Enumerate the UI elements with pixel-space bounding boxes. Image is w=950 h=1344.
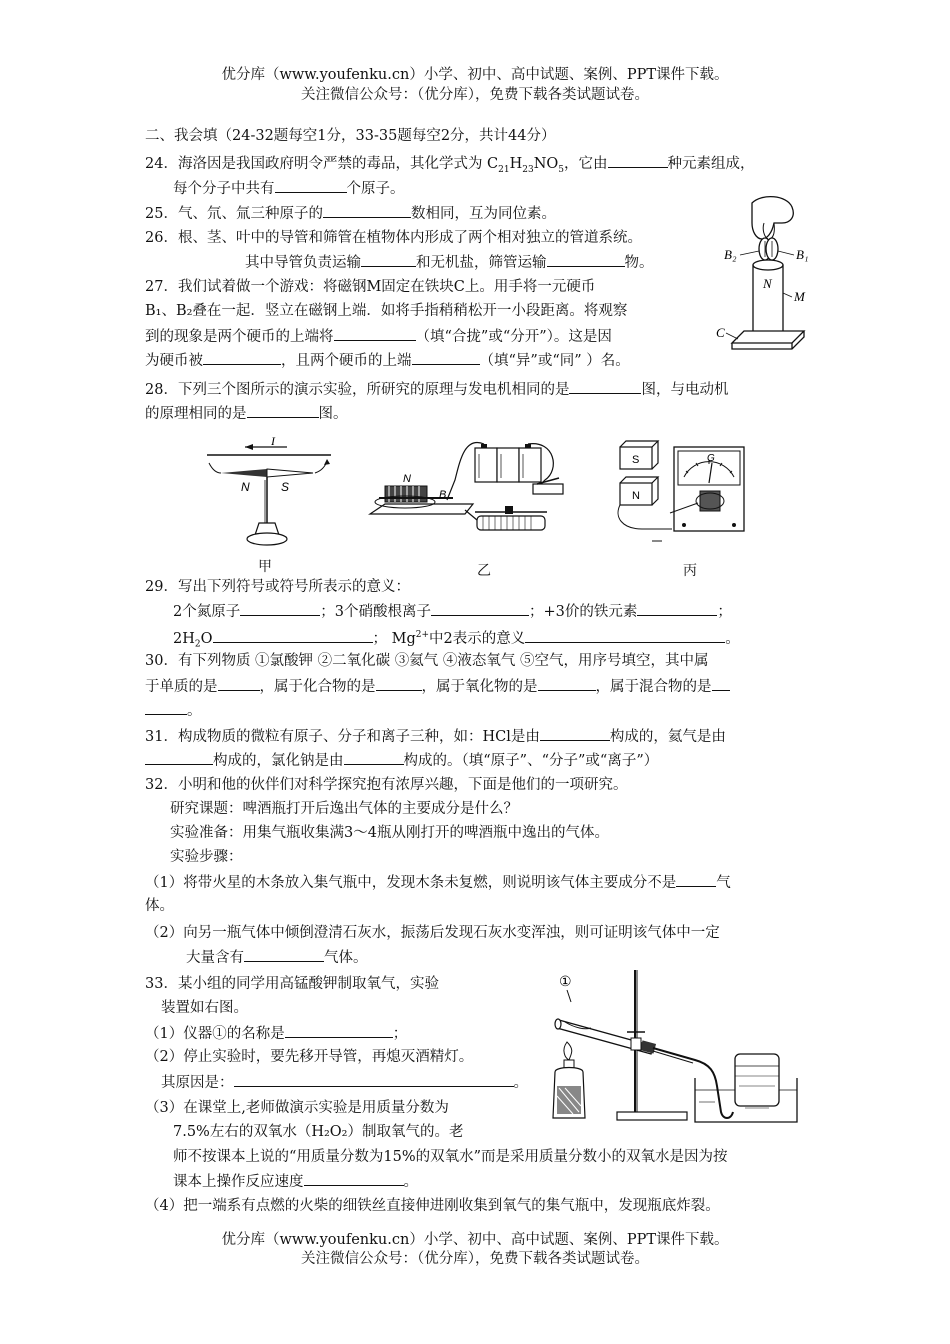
label-m: M <box>794 289 805 304</box>
q24-line-2: 每个分子中共有 个原子。 <box>173 177 405 200</box>
figure-bing-galvanometer <box>612 437 757 545</box>
q31-blank-1[interactable] <box>540 725 610 741</box>
q30-line-2: 于单质的是 ，属于化合物的是 ，属于氧化物的是 ，属于混合物的是 <box>145 675 730 698</box>
oxygen-apparatus-figure <box>545 962 810 1142</box>
q30-blank-3[interactable] <box>538 675 596 691</box>
header-line-2: 关注微信公众号：（优分库），免费下载各类试题试卷。 <box>301 87 649 103</box>
q32-line-5: （1）将带火星的木条放入集气瓶中，发现木条未复燃，则说明该气体主要成分不是 气 <box>145 871 731 894</box>
q26-blank-2[interactable] <box>547 251 625 267</box>
q27-line-3: 到的现象是两个硬币的上端将 （填“合拢”或“分开”）。这是因 <box>145 325 612 348</box>
q33-line-9: 课本上操作反应速度 。 <box>173 1170 418 1193</box>
q27-line-4: 为硬币被 ，且两个硬币的上端 （填“异”或“同” ）名。 <box>145 349 630 372</box>
q30-blank-1[interactable] <box>218 675 260 691</box>
footer-line-2: 关注微信公众号：（优分库），免费下载各类试题试卷。 <box>301 1251 649 1267</box>
q24-line-1: 24．海洛因是我国政府明令严禁的毒品，其化学式为 $C_{21}H_{23}NO_5$，它由 种元素组成， <box>145 152 755 181</box>
q31-line-2: 构成的，氯化钠是由 构成的。（填“原子”、“分子”或“离子”） <box>145 749 658 772</box>
figure-yi-circuit <box>365 440 575 540</box>
q30-blank-2[interactable] <box>376 675 422 691</box>
q29-blank-1[interactable] <box>240 600 320 616</box>
q29-blank-2[interactable] <box>431 600 529 616</box>
label-current-i: I <box>271 435 275 448</box>
q25-line: 25．气、氘、氚三种原子的 数相同，互为同位素。 <box>145 202 556 225</box>
q27-line-1: 27．我们试着做一个游戏：将磁钢M固定在铁块C上。用手将一元硬币 <box>145 279 596 295</box>
q28-line-1: 28．下列三个图所示的演示实验，所研究的原理与发电机相同的是 图，与电动机 <box>145 378 728 401</box>
label-bing-n: N <box>632 490 640 502</box>
section-title: 二、我会填（24-32题每空1分，33-35题每空2分，共计44分） <box>145 128 556 144</box>
q25-blank[interactable] <box>323 202 411 218</box>
q27-blank-1[interactable] <box>334 325 416 341</box>
label-jia-s: S <box>281 480 290 494</box>
label-bing-s: S <box>632 454 640 466</box>
q30-line-1: 30．有下列物质 ①氯酸钾 ②二氧化碳 ③氦气 ④液态氧气 ⑤空气，用序号填空，其中属 <box>145 653 709 669</box>
q31-blank-2[interactable] <box>145 749 213 765</box>
q32-line-8: 大量含有 气体。 <box>186 946 368 969</box>
q33-blank-2[interactable] <box>234 1071 514 1087</box>
q33-line-5: 其原因是： 。 <box>161 1071 528 1094</box>
q32-line-3: 实验准备：用集气瓶收集满3～4瓶从刚打开的啤酒瓶中逸出的气体。 <box>170 825 609 841</box>
label-jia-n: N <box>241 480 250 494</box>
q28-blank-1[interactable] <box>569 378 641 394</box>
label-yi-b: B <box>439 489 447 501</box>
q33-line-1: 33．某小组的同学用高锰酸钾制取氧气，实验 <box>145 976 439 992</box>
label-n: N <box>763 276 772 291</box>
q29-line-2: 2个氮原子 ；3个硝酸根离子 ；+3价的铁元素 ； <box>173 600 732 623</box>
q27-line-2: B₁、B₂叠在一起．竖立在磁钢上端．如将手指稍稍松开一小段距离。将观察 <box>145 303 628 319</box>
q28-line-2: 的原理相同的是 图。 <box>145 402 348 425</box>
q27-blank-2[interactable] <box>203 349 281 365</box>
q30-line-3: 。 <box>145 699 202 722</box>
q33-line-8: 师不按课本上说的“用质量分数为15%的双氧水”而是采用质量分数小的双氧水是因为按 <box>173 1149 728 1165</box>
q27-blank-3[interactable] <box>412 349 480 365</box>
label-instrument-1: ① <box>559 974 572 990</box>
label-bing-g: G <box>707 453 715 464</box>
q31-blank-3[interactable] <box>344 749 404 765</box>
header-line-1: 优分库（www.youfenku.cn）小学、初中、高中试题、案例、PPT课件下载。 <box>221 67 729 83</box>
q24-blank-1[interactable] <box>608 152 668 168</box>
q33-blank-1[interactable] <box>285 1022 393 1038</box>
q33-line-10: （4）把一端系有点燃的火柴的细铁丝直接伸进刚收集到氧气的集气瓶中，发现瓶底炸裂。 <box>145 1198 720 1214</box>
q33-line-6: （3）在课堂上,老师做演示实验是用质量分数为 <box>145 1100 449 1116</box>
q29-line-1: 29．写出下列符号或符号所表示的意义： <box>145 579 410 595</box>
q33-line-4: （2）停止实验时，要先移开导管，再熄灭酒精灯。 <box>145 1049 474 1065</box>
caption-jia: 甲 <box>258 559 272 575</box>
q33-line-3: （1）仪器①的名称是 ； <box>145 1022 407 1045</box>
q33-line-2: 装置如右图。 <box>161 1000 248 1016</box>
q32-line-6: 体。 <box>145 898 174 914</box>
q31-line-1: 31．构成物质的微粒有原子、分子和离子三种，如：HCl是由 构成的，氦气是由 <box>145 725 726 748</box>
q29-line-3: $2H_2O$ ； $Mg^{2+}$中2表示的意义 。 <box>173 624 740 656</box>
q30-blank-4b[interactable] <box>145 699 187 715</box>
footer-line-1: 优分库（www.youfenku.cn）小学、初中、高中试题、案例、PPT课件下载。 <box>221 1232 729 1248</box>
q29-blank-4[interactable] <box>213 627 373 643</box>
caption-bing: 丙 <box>683 563 697 579</box>
q32-line-7: （2）向另一瓶气体中倾倒澄清石灰水，振荡后发现石灰水变浑浊，则可证明该气体中一定 <box>145 925 720 941</box>
q33-blank-3[interactable] <box>304 1170 404 1186</box>
q29-blank-3[interactable] <box>637 600 717 616</box>
q26-blank-1[interactable] <box>361 251 416 267</box>
q32-line-4: 实验步骤： <box>170 849 243 865</box>
q26-line-2: 其中导管负责运输 和无机盐，筛管运输 物。 <box>245 251 654 274</box>
q32-blank-2[interactable] <box>244 946 324 962</box>
figure-jia-compass <box>205 435 335 550</box>
q33-line-7: 7.5%左右的双氧水（H₂O₂）制取氧气的。老 <box>173 1124 464 1140</box>
q29-blank-5[interactable] <box>525 627 725 643</box>
q32-line-2: 研究课题：啤酒瓶打开后逸出气体的主要成分是什么？ <box>170 801 518 817</box>
label-c: C <box>716 325 725 340</box>
caption-yi: 乙 <box>477 563 491 579</box>
q26-line-1: 26．根、茎、叶中的导管和筛管在植物体内形成了两个相对独立的管道系统。 <box>145 230 642 246</box>
magnet-coin-figure <box>712 193 812 363</box>
label-b2: B₂ <box>724 247 737 262</box>
q28-blank-2[interactable] <box>247 402 319 418</box>
q30-blank-4a[interactable] <box>712 675 730 691</box>
q32-blank-1[interactable] <box>676 871 716 887</box>
q32-line-1: 32．小明和他的伙伴们对科学探究抱有浓厚兴趣，下面是他们的一项研究。 <box>145 777 628 793</box>
label-b1: B₁ <box>796 247 809 262</box>
q24-blank-2[interactable] <box>275 177 347 193</box>
label-yi-n: N <box>403 473 411 485</box>
